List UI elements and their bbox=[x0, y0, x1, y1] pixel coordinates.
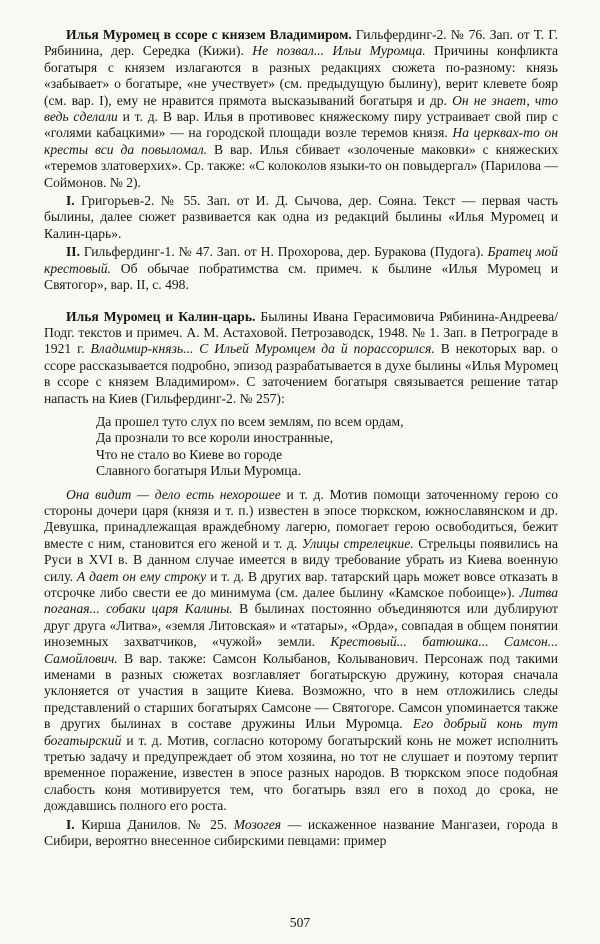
text-run: и т. д. В других вар. татарский царь может вовсе отказать в отсрочке либо свести ее до минимума (см. далее былину «Камское побоище»). bbox=[44, 568, 559, 600]
text-run: и т. д. В вар. Илья в противовес княжескому пиру устраивает свой пир с «голями кабацкими» — на городской площади возле теремов князя. bbox=[44, 109, 558, 141]
text-run: Кирша Данилов. № 25. bbox=[74, 816, 234, 832]
quoted-phrase: На церквах-то он кресты вси да повыломал. bbox=[44, 125, 558, 157]
quoted-phrase: Улицы стрелецкие. bbox=[301, 535, 414, 551]
variant-label: I. bbox=[66, 816, 75, 832]
text-run: и т. д. Мотив помощи заточенному герою со стороны дочери царя (князя и т. п.) известен в эпосе тюркском, южнославянском и др. Девушка, принадлежащая враждебному лагерю, помогает герою освободиться, бежит вместе с ним, становится его женой и т. д. bbox=[44, 486, 559, 551]
variant-1-note bbox=[44, 193, 558, 242]
verse-line: Да прознали то все короли иностранные, bbox=[96, 430, 334, 446]
variant-label: II. bbox=[66, 244, 80, 260]
quoted-phrase: Владимир-князь... С Ильей Муромцем да й порассорился. bbox=[90, 341, 435, 357]
quoted-phrase: А дает он ему строку bbox=[76, 568, 207, 584]
text-run: В некоторых вар. о ссоре рассказывается подробно, эпизод разрабатывается в духе былины «Илья Муромец в ссоре с князем Владимиром». С заточением богатыря связывается решение татар напасть на Киев (Гильфердинг-2. № 257): bbox=[44, 341, 558, 406]
entry-ilya-quarrel-with-vladimir bbox=[44, 27, 558, 191]
text-run: — искаженное название Мангазеи, города в Сибири, вероятно внесенное сибирскими певцами: пример bbox=[44, 816, 558, 849]
quoted-phrase: Он не знает, что ведь сделали bbox=[44, 92, 558, 125]
variant-kirsha-danilov-note bbox=[44, 817, 558, 850]
verse-line: Что не стало во Киеве во городе bbox=[96, 446, 283, 462]
commentary-continued bbox=[44, 487, 558, 815]
text-run: Былины Ивана Герасимовича Рябинина-Андреева/Подг. текстов и примеч. А. М. Астаховой. Петрозаводск, 1948. № 1. Зап. в Петрограде в 1921 г. bbox=[44, 308, 558, 357]
page-number: 507 bbox=[289, 914, 311, 930]
text-run: Об обычае побратимства см. примеч. к былине «Илья Муромец и Святогор», вар. II, с. 498. bbox=[44, 260, 558, 293]
quoted-phrase: Братец мой крестовый. bbox=[44, 244, 558, 276]
text-run: Григорьев-2. № 55. Зап. от И. Д. Сычова, дер. Сояна. Текст — первая часть былины, далее сюжет развивается как одна из редакций былины «Илья Муромец и Калин-царь». bbox=[44, 193, 558, 241]
entry-ilya-and-kalin-tsar bbox=[44, 309, 558, 407]
quoted-phrase: Не позвал... Ильи Муромца. bbox=[252, 43, 426, 59]
text-run: В вар. также: Самсон Колыбанов, Колыванович. Персонаж под такими именами в разных сюжетах возглавляет богатырскую дружину, которая сначала уклоняется от участия в защите Киева. Возможно, что в нем отложились следы представлений о старших богатырях Самсоне — Святогоре. Самсон упоминается также в других былинах в составе дружины Ильи Муромца. bbox=[44, 650, 558, 732]
quoted-phrase: Мозогея bbox=[233, 816, 282, 832]
variant-2-note bbox=[44, 244, 558, 293]
verse-line: Славного богатыря Ильи Муромца. bbox=[96, 463, 301, 479]
text-run: В вар. Илья сбивает «золоченые маковки» с княжеских «теремов златоверхих». Ср. также: «С колоколов языки-то он повыдергал» (Парилова — Соймонов. № 2). bbox=[44, 141, 559, 190]
entry-title: Илья Муромец в ссоре с князем Владимиром. bbox=[66, 27, 352, 42]
verse-line: Да прошел туто слух по всем землям, по всем ордам, bbox=[96, 413, 404, 429]
entry-title: Илья Муромец и Калин-царь. bbox=[66, 308, 256, 324]
text-run: В былинах постоянно объединяются или дублируют друг друга «Литва», «земля Литовская» и «татары», «Орда», совпадая в общем понятии иноземных захватчиков, «чужой» земли. bbox=[44, 601, 559, 650]
verse-quote bbox=[96, 414, 558, 480]
quoted-phrase: Крестовый... батюшка... Самсон... Самойлович. bbox=[44, 634, 558, 666]
variant-label: I. bbox=[66, 193, 75, 209]
text-run: Гильфердинг-1. № 47. Зап. от Н. Прохорова, дер. Буракова (Пудога). bbox=[79, 244, 488, 260]
quoted-phrase: Литва поганая... собаки царя Калины. bbox=[44, 585, 558, 617]
text-run: и т. д. Мотив, согласно которому богатырский конь не может исполнить третью задачу и предупреждает об этом хозяина, но тот не слушает и поэтому терпит временное поражение, известен в эпосе разных народов. В тюркском эпосе подобная слабость коня мотивируется тем, что богатырь взял его в поход до срока, не дождавшись полного его роста. bbox=[44, 732, 558, 814]
text-run: Причины конфликта богатыря с князем излагаются в разных редакциях сюжета по-разному: князь «забывает» о богатыре, «не учествует» (см. предыдущую былину), верит клевете бояр (см. вар. I), ему не нравится прямота высказываний богатыря и др. bbox=[44, 43, 558, 108]
text-run: Гильфердинг-2. № 76. Зап. от Т. Г. Рябинина, дер. Середка (Кижи). bbox=[44, 27, 558, 59]
quoted-phrase: Она видит — дело есть нехорошее bbox=[66, 486, 281, 502]
text-run: Стрельцы появились на Руси в XVI в. В данном случае имеется в виду требование убрать из Киева военную силу. bbox=[44, 535, 558, 584]
quoted-phrase: Его добрый конь тут богатырский bbox=[44, 716, 558, 748]
